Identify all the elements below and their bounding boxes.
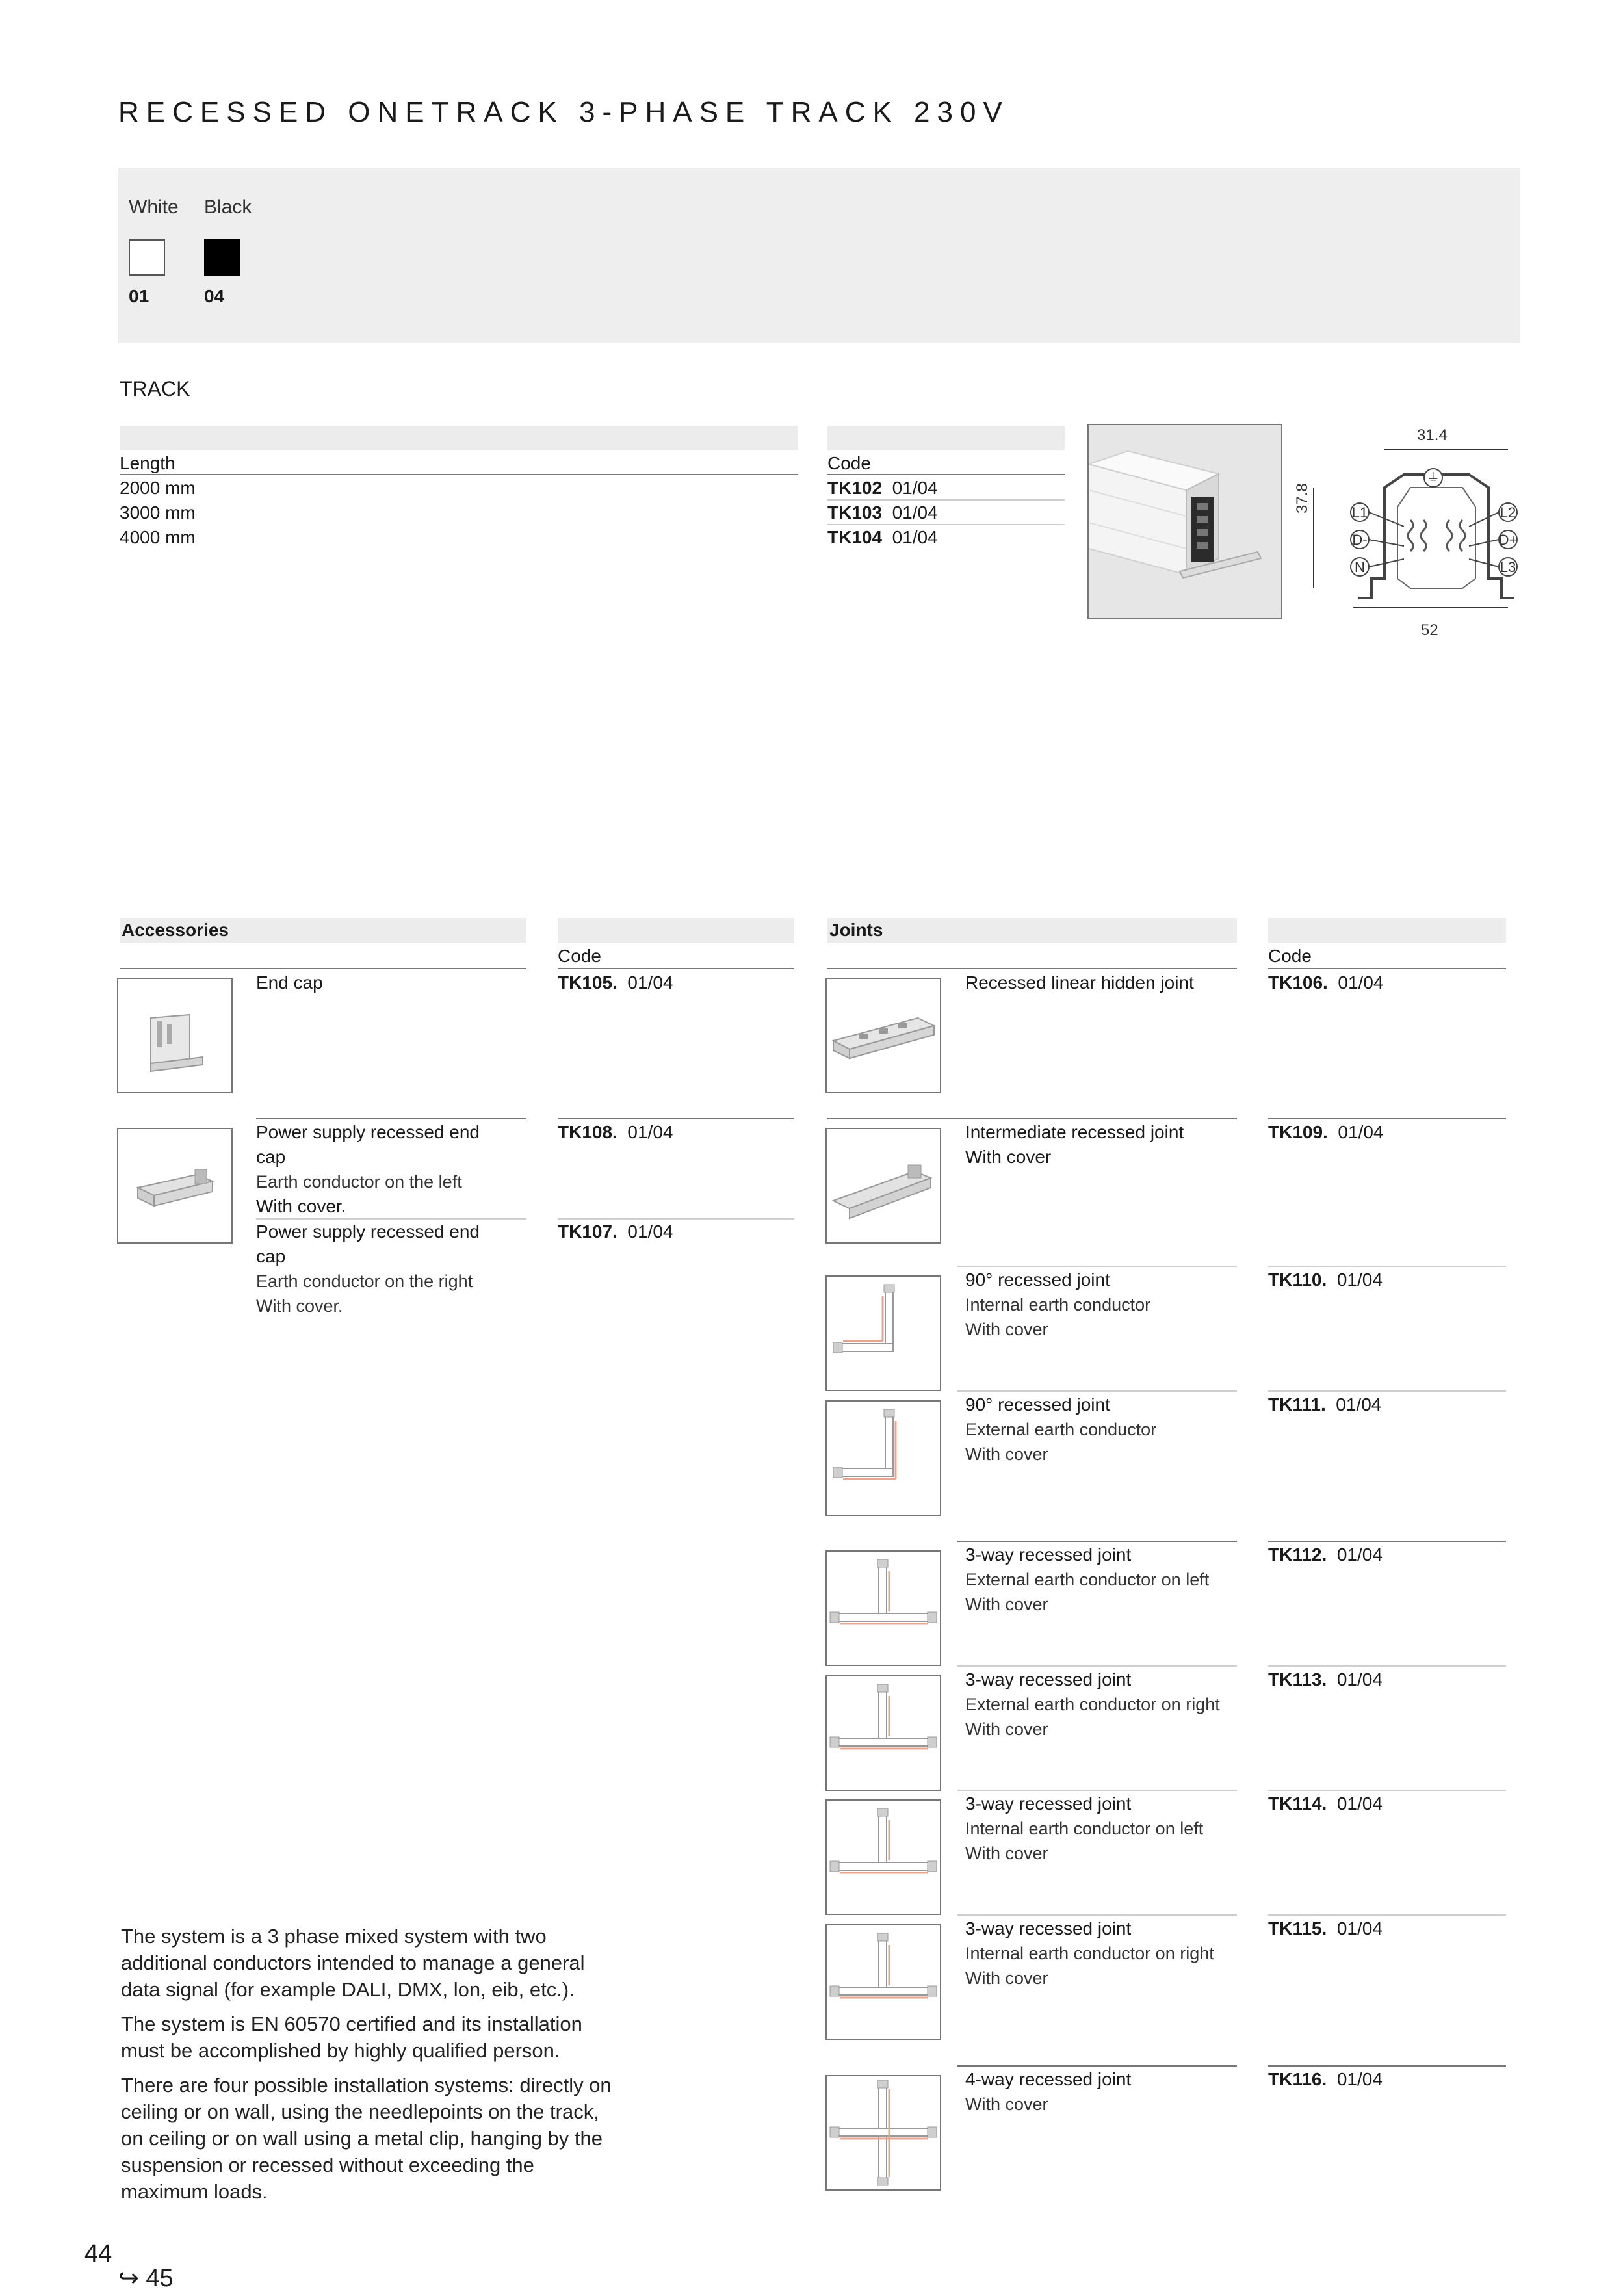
joint-cover: With cover [965,1968,1048,1988]
track-finish: 01/04 [892,478,938,498]
joint-detail: External earth conductor on left [965,1570,1210,1589]
joint-detail: Internal earth conductor on right [965,1944,1214,1963]
joint-finish: 01/04 [1336,1270,1383,1290]
finish-code-white: 01 [129,286,149,306]
swatch-white [129,239,165,276]
accessory-name: End cap [256,972,323,993]
joints-header-bar [827,918,1237,943]
track-heading: TRACK [120,377,190,400]
accessory-code-divider [558,1118,794,1119]
conductor-label: D- [1352,532,1368,548]
joint-finish: 01/04 [1336,1669,1383,1689]
joint-cover: With cover [965,1595,1048,1614]
joint-cover: With cover [965,1320,1048,1339]
track-code: TK104 [827,527,883,547]
conductor-label: L1 [1351,504,1368,521]
track-code-header-bar [827,426,1065,450]
description-paragraph: The system is EN 60570 certified and its installation must be accomplished by highly qualified person. [121,2013,582,2062]
joint-detail: Internal earth conductor [965,1295,1151,1314]
joint-code-divider [1268,1914,1506,1916]
intermediate-joint-photo [825,1128,941,1244]
svg-text:⏚: ⏚ [1427,470,1440,486]
conductor-label: L3 [1500,559,1516,575]
conductor-label: N [1355,559,1365,575]
track-finish: 01/04 [892,502,938,523]
joint-divider [957,1266,1237,1267]
joint-code: TK112. [1268,1545,1327,1565]
joint-name: 90° recessed joint [965,1270,1110,1290]
end-cap-photo [117,978,233,1093]
joint-name: Intermediate recessed joint [965,1122,1184,1142]
joint-finish: 01/04 [1336,2069,1383,2089]
joint-detail: External earth conductor [965,1420,1157,1439]
joint-code: TK116. [1268,2069,1327,2089]
system-description [121,1923,615,2213]
joint-divider [957,1790,1237,1791]
accessory-name: Power supply recessed end cap [256,1221,480,1266]
joint-name: 90° recessed joint [965,1394,1110,1415]
joint-photo [825,1275,941,1391]
joint-photo [825,1924,941,2040]
joint-code-divider [1268,1790,1506,1791]
joint-divider [957,1390,1237,1392]
joint-code: TK111. [1268,1394,1326,1415]
accessory-cover: With cover. [256,1296,343,1316]
accessory-divider [256,1118,526,1119]
joint-name: 3-way recessed joint [965,1669,1132,1689]
accessories-heading: Accessories [122,920,229,940]
joint-divider [957,2065,1237,2067]
joints-heading: Joints [829,920,883,940]
description-paragraph: There are four possible installation systems: directly on ceiling or on wall, using the needlepoints on the track, on ceiling or on wall using a metal clip, hanging by the suspension or recessed without exceeding the maximum loads. [121,2074,612,2203]
accessory-finish: 01/04 [627,972,673,993]
accessory-code: TK107. [558,1221,617,1242]
conductor-label: D+ [1498,532,1518,548]
joints-rule [827,968,1237,969]
accessory-detail: Earth conductor on the right [256,1272,473,1291]
accessory-name: Power supply recessed end cap [256,1122,480,1167]
joint-code-divider [1268,1665,1506,1667]
swatch-black [204,239,240,276]
joint-code: TK113. [1268,1669,1327,1689]
accessory-detail: Earth conductor on the left [256,1172,462,1192]
joint-divider [957,1665,1237,1667]
joint-name: 4-way recessed joint [965,2069,1132,2089]
track-code: TK102 [827,478,883,498]
joint-code-divider [1268,1541,1506,1542]
track-section-drawing [1313,449,1527,618]
track-length-3: 4000 mm [120,527,196,547]
linear-hidden-joint-photo [825,978,941,1093]
joint-photo [825,1550,941,1666]
next-page-number: 45 [146,2265,174,2292]
joint-code-divider [1268,1266,1506,1267]
joint-cover: With cover [965,1844,1048,1863]
arrow-return-icon: ↪ [118,2265,139,2292]
page-number: 44 [84,2240,112,2267]
joint-divider [957,1541,1237,1542]
accessory-finish: 01/04 [627,1122,673,1142]
track-code-rule [827,474,1065,475]
joint-divider [957,1914,1237,1916]
accessory-cover: With cover. [256,1196,346,1216]
conductor-label: L2 [1500,504,1516,521]
track-code: TK103 [827,502,883,523]
dim-top-width: 31.4 [1417,426,1448,444]
track-finish: 01/04 [892,527,938,547]
joint-cover: With cover [965,1444,1048,1464]
joint-photo [825,1400,941,1516]
accessory-finish: 01/04 [627,1221,673,1242]
page-title: RECESSED ONETRACK 3-PHASE TRACK 230V [118,96,1009,128]
joint-detail: External earth conductor on right [965,1695,1220,1714]
finish-label-black: Black [204,196,252,218]
track-header-bar [120,426,798,450]
joint-code-divider [1268,2065,1506,2067]
power-supply-end-cap-photo [117,1128,233,1244]
joint-name: Recessed linear hidden joint [965,972,1194,993]
joints-code-rule [1268,968,1506,969]
joint-code-divider [1268,1118,1506,1119]
accessories-code-rule [558,968,794,969]
track-length-1: 2000 mm [120,478,196,498]
track-photo [1087,424,1282,619]
joint-code: TK106. [1268,972,1328,993]
track-rule [120,474,798,475]
accessories-code-bar [558,918,794,943]
joint-finish: 01/04 [1338,1122,1384,1142]
joint-cover: With cover [965,1719,1048,1739]
joint-photo [825,1799,941,1915]
joint-code: TK109. [1268,1122,1328,1142]
joint-name: 3-way recessed joint [965,1794,1132,1814]
joint-finish: 01/04 [1336,1918,1383,1938]
joint-code: TK110. [1268,1270,1327,1290]
length-header: Length [120,453,175,473]
joint-finish: 01/04 [1336,1545,1383,1565]
dim-height: 37.8 [1293,483,1311,514]
accessory-code: TK108. [558,1122,617,1142]
accessories-rule [120,968,526,969]
code-header: Code [827,453,871,473]
description-paragraph: The system is a 3 phase mixed system with two additional conductors intended to manage a general data signal (for example DALI, DMX, lon, eib, etc.). [121,1925,585,2001]
joint-code: TK114. [1268,1794,1327,1814]
accessories-code-header: Code [558,946,601,966]
joint-code: TK115. [1268,1918,1327,1938]
dim-bottom-width: 52 [1421,621,1438,639]
joint-photo [825,2075,941,2191]
joint-divider [827,1118,1237,1119]
joint-photo [825,1675,941,1791]
joint-code-divider [1268,1390,1506,1392]
joint-name: 3-way recessed joint [965,1918,1132,1938]
joints-code-header: Code [1268,946,1312,966]
joints-code-bar [1268,918,1506,943]
joint-finish: 01/04 [1336,1394,1382,1415]
next-page-link[interactable] [118,2263,174,2293]
accessory-code: TK105. [558,972,617,993]
joint-detail: Internal earth conductor on left [965,1819,1204,1838]
joint-detail: With cover [965,2094,1048,2114]
track-length-2: 3000 mm [120,502,196,523]
joint-detail: With cover [965,1147,1052,1167]
joint-finish: 01/04 [1338,972,1384,993]
finish-panel [118,168,1520,343]
joint-name: 3-way recessed joint [965,1545,1132,1565]
finish-label-white: White [129,196,179,218]
finish-code-black: 04 [204,286,225,306]
joint-finish: 01/04 [1336,1794,1383,1814]
